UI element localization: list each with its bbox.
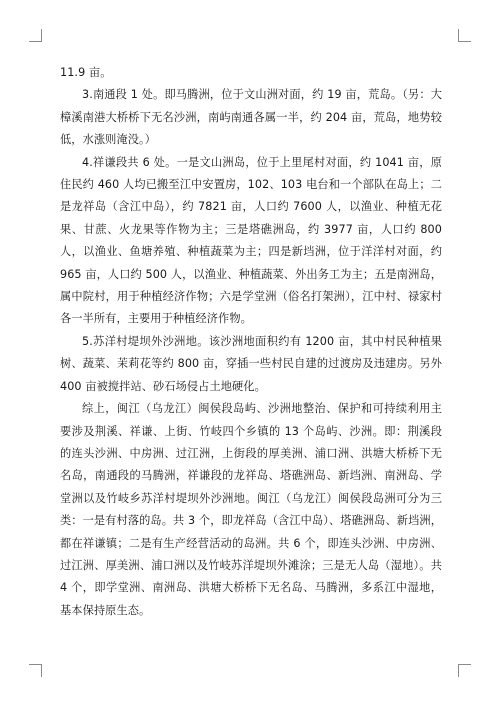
- document-body: [60, 62, 442, 622]
- corner-mark-top-left: [29, 29, 42, 42]
- paragraph-nantong-section: 3.南通段 1 处。即马腾洲，位于文山洲对面，约 19 亩，荒岛。（另：大樟溪南港大桥桥下无名沙洲，南屿南通各属一半，约 204 亩，荒岛，地势较低，水涨则淹没。）: [60, 88, 442, 147]
- corner-mark-top-right: [458, 29, 471, 42]
- corner-mark-bottom-left: [29, 664, 42, 677]
- paragraph-continuation: 11.9 亩。: [60, 66, 112, 79]
- paragraph-xiangqian-section: 4.祥谦段共 6 处。一是文山洲岛，位于上里尾村对面，约 1041 亩，原住民约 460 人均已搬至江中安置房，102、103 电台和一个部队在岛上；二是龙祥岛（含江中岛），约 7821 亩，人口约 7600 人，以渔业、种植无花果、甘蔗、火龙果等作物为主；三是塔礁洲岛，约 3977 亩，人口约 800 人，以渔业、鱼塘养殖、种植蔬菜为主；四是新垱洲，位于洋洋村对面，约 965 亩，人口约 500 人，以渔业、种植蔬菜、外出务工为主；五是南洲岛，属中院村，用于种植经济作物；六是学堂洲（俗名打架洲），江中村、禄家村各一半所有，主要用于种植经济作物。: [60, 155, 442, 326]
- corner-mark-bottom-right: [458, 664, 471, 677]
- paragraph-summary: 综上，闽江（乌龙江）闽侯段岛屿、沙洲地整治、保护和可持续利用主要涉及荆溪、祥谦、上街、竹岐四个乡镇的 13 个岛屿、沙洲。即：荆溪段的连头沙洲、中房洲、过江洲，上街段的厚美洲、浦口洲、洪塘大桥桥下无名岛，南通段的马腾洲，祥谦段的龙祥岛、塔礁洲岛、新垱洲、南洲岛、学堂洲以及竹岐乡苏洋村堤坝外沙洲地。闽江（乌龙江）闽侯段岛洲可分为三类：一是有村落的岛。共 3 个，即龙祥岛（含江中岛）、塔礁洲岛、新垱洲，都在祥谦镇；二是有生产经营活动的岛洲。共 6 个，即连头沙洲、中房洲、过江洲、厚美洲、浦口洲以及竹岐苏洋堤坝外滩涂；三是无人岛（湿地）。共 4 个，即学堂洲、南洲岛、洪塘大桥桥下无名岛、马腾洲，多系江中湿地，基本保持原生态。: [60, 402, 442, 617]
- paragraph-suyang-village: 5.苏洋村堤坝外沙洲地。该沙洲地面积约有 1200 亩，其中村民种植果树、蔬菜、茉莉花等约 800 亩，穿插一些村民自建的过渡房及违建房。另外 400 亩被搅拌站、砂石场侵占土地硬化。: [60, 334, 442, 393]
